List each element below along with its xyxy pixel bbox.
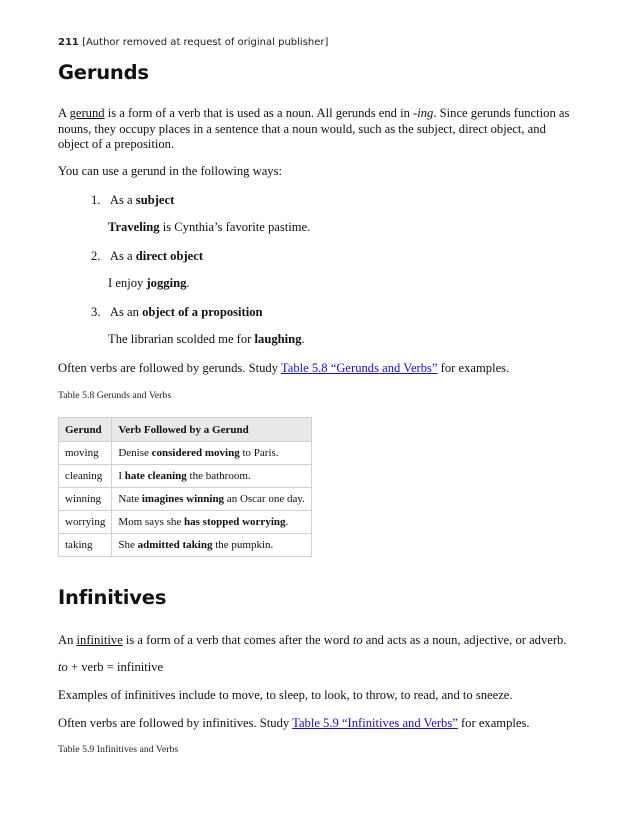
running-header [58, 37, 328, 48]
cell-gerund: worrying [59, 511, 112, 534]
infinitive-formula: to + verb = infinitive [58, 660, 164, 674]
cell-gerund: moving [59, 442, 112, 465]
column-header-gerund: Gerund [59, 418, 112, 442]
infinitive-table-reference: Often verbs are followed by infinitives. Study Table 5.9 “Infinitives and Verbs” for examples. [58, 716, 530, 730]
infinitive-examples: Examples of infinitives include to move, to sleep, to look, to throw, to read, and to sneeze. [58, 688, 513, 702]
table-header-row [59, 418, 312, 442]
gerund-ways: You can use a gerund in the following ways: [58, 164, 282, 178]
section-title-gerunds: Gerunds [58, 61, 149, 84]
column-header-verb: Verb Followed by a Gerund [112, 418, 312, 442]
cell-example: Nate imagines winning an Oscar one day. [112, 488, 312, 511]
table-row [59, 511, 312, 534]
gerund-table-reference: Often verbs are followed by gerunds. Study Table 5.8 “Gerunds and Verbs” for examples. [58, 361, 510, 375]
table-5-9-caption: Table 5.9 Infinitives and Verbs [58, 744, 179, 755]
cell-example: Mom says she has stopped worrying. [112, 511, 312, 534]
list-example-3: The librarian scolded me for laughing. [108, 332, 305, 346]
infinitive-term: infinitive [76, 633, 123, 647]
table-row [59, 534, 312, 557]
table-5-8-caption: Table 5.8 Gerunds and Verbs [58, 390, 172, 401]
table-5-8-link[interactable]: Table 5.8 “Gerunds and Verbs” [280, 361, 438, 375]
cell-example: She admitted taking the pumpkin. [112, 534, 312, 557]
list-example-1: Traveling is Cynthia’s favorite pastime. [108, 220, 311, 234]
cell-example: Denise considered moving to Paris. [112, 442, 312, 465]
cell-gerund: cleaning [59, 465, 112, 488]
gerund-term: gerund [69, 106, 105, 120]
list-example-2: I enjoy jogging. [108, 276, 190, 290]
infinitive-intro: An infinitive is a form of a verb that comes after the word to and acts as a noun, adjective, or adverb. [58, 633, 567, 647]
cell-gerund: taking [59, 534, 112, 557]
table-5-9-link[interactable]: Table 5.9 “Infinitives and Verbs” [292, 716, 458, 730]
page-number: 211 [58, 37, 79, 48]
cell-gerund: winning [59, 488, 112, 511]
table-row [59, 442, 312, 465]
table-row [59, 488, 312, 511]
list-item-2: 2. As a direct object [91, 249, 204, 263]
table-row [59, 465, 312, 488]
cell-example: I hate cleaning the bathroom. [112, 465, 312, 488]
list-item-1: 1. As a subject [91, 193, 175, 207]
gerund-intro: A gerund is a form of a verb that is used as a noun. All gerunds end in -ing. Since gerunds function as nouns, they occupy places in a sentence that a noun would, such as the subject, direct object, and object of a preposition. [58, 106, 570, 152]
header-text: [Author removed at request of original publisher] [82, 37, 329, 48]
section-title-infinitives: Infinitives [58, 586, 167, 609]
list-item-3: 3. As an object of a proposition [91, 305, 263, 319]
gerunds-table [58, 417, 312, 557]
